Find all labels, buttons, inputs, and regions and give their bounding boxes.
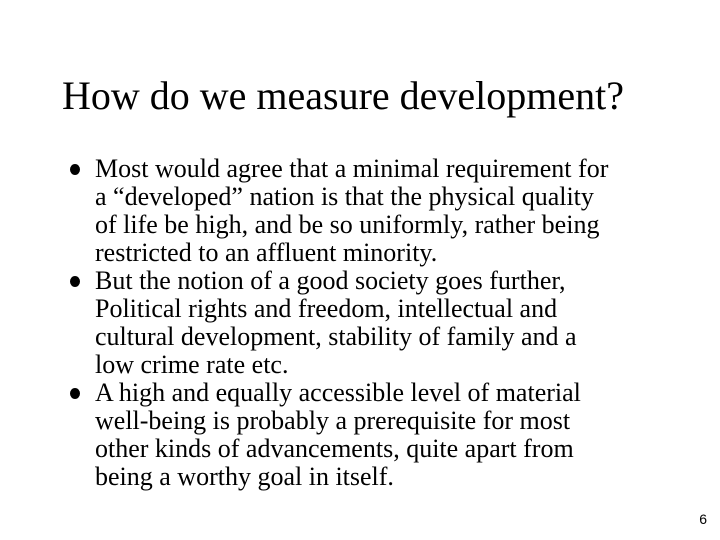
- bullet-dot-icon: [70, 276, 80, 287]
- bullet-dot-icon: [70, 388, 80, 399]
- bullet-text: A high and equally accessible level of material well-being is probably a prerequisite for most other kinds of advancements, quite apart from being a worthy goal in itself.: [95, 378, 581, 491]
- page-number: 6: [699, 511, 707, 527]
- bullet-text: But the notion of a good society goes further, Political rights and freedom, intellectual and cultural development, stability of family and a low crime rate etc.: [95, 266, 577, 379]
- bullet-text: Most would agree that a minimal requirement for a “developed” nation is that the physical quality of life be high, and be so uniformly, rather being restricted to an affluent minority.: [95, 154, 609, 267]
- slide-title: How do we measure development?: [62, 73, 625, 118]
- bullet-item: [0, 155, 675, 267]
- bullet-item: [0, 379, 675, 491]
- bullet-item: [0, 267, 675, 379]
- bullet-dot-icon: [70, 164, 80, 175]
- bullet-list: [0, 155, 675, 491]
